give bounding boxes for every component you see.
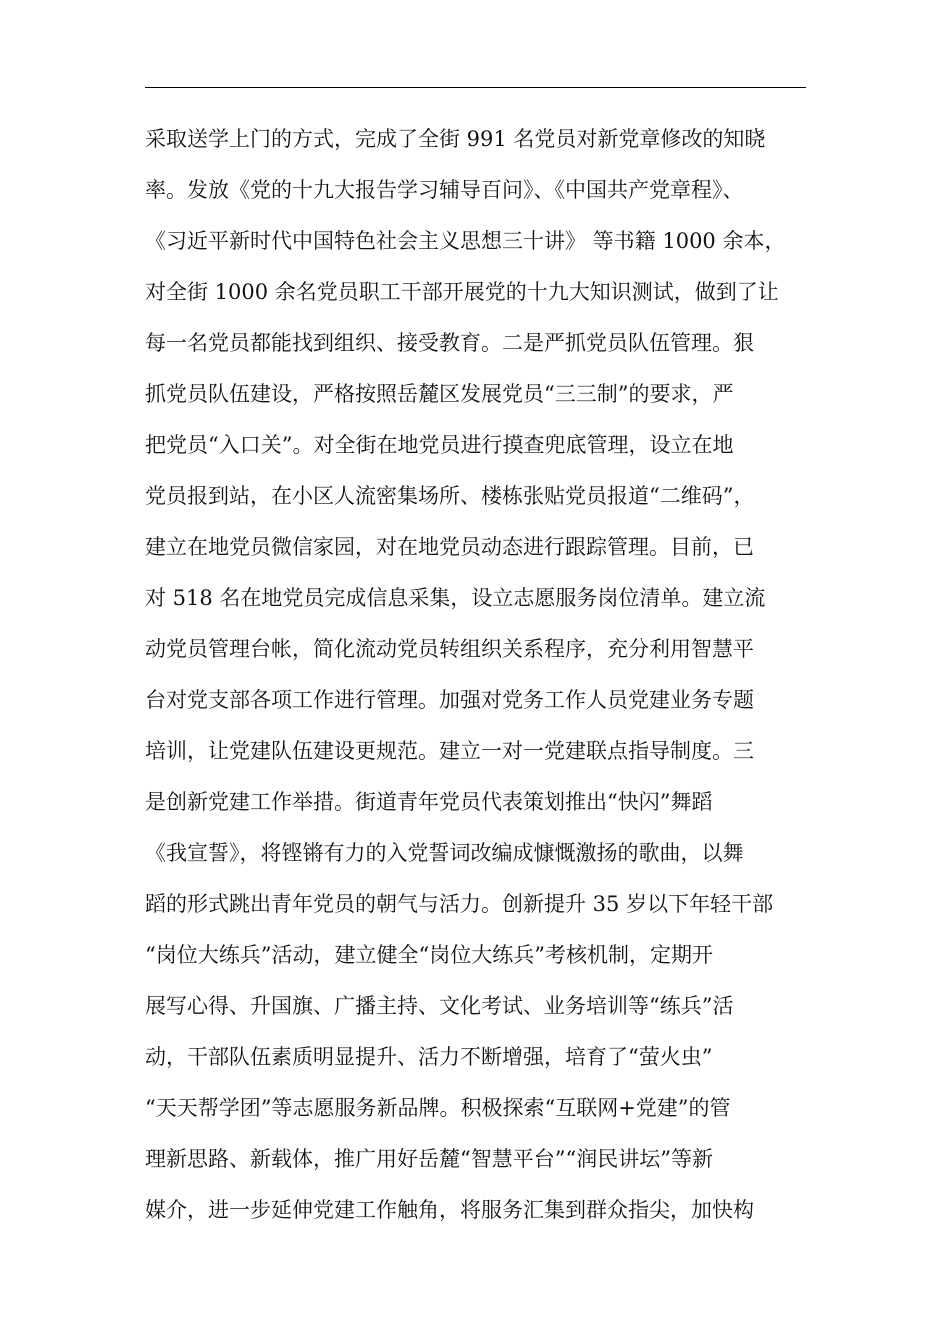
text-line: 对 518 名在地党员完成信息采集，设立志愿服务岗位清单。建立流 bbox=[145, 586, 766, 610]
text-line: 展写心得、升国旗、广播主持、文化考试、业务培训等“练兵”活 bbox=[145, 994, 734, 1018]
text-line: 蹈的形式跳出青年党员的朝气与活力。创新提升 35 岁以下年轻干部 bbox=[145, 892, 774, 916]
text-line: 每一名党员都能找到组织、接受教育。二是严抓党员队伍管理。狠 bbox=[145, 331, 754, 355]
text-line: 把党员“入口关”。对全街在地党员进行摸查兜底管理，设立在地 bbox=[145, 433, 734, 457]
text-line: 台对党支部各项工作进行管理。加强对党务工作人员党建业务专题 bbox=[145, 688, 754, 712]
text-line: 《我宣誓》，将铿锵有力的入党誓词改编成慷慨激扬的歌曲，以舞 bbox=[145, 841, 744, 865]
text-line: 采取送学上门的方式，完成了全街 991 名党员对新党章修改的知晓 bbox=[145, 127, 766, 151]
text-line: 理新思路、新载体，推广用好岳麓“智慧平台”“润民讲坛”等新 bbox=[145, 1147, 713, 1171]
text-line: “岗位大练兵”活动，建立健全“岗位大练兵”考核机制，定期开 bbox=[145, 943, 713, 967]
text-line: 培训，让党建队伍建设更规范。建立一对一党建联点指导制度。三 bbox=[145, 739, 754, 763]
text-line: 建立在地党员微信家园，对在地党员动态进行跟踪管理。目前，已 bbox=[145, 535, 754, 559]
text-line: 媒介，进一步延伸党建工作触角，将服务汇集到群众指尖，加快构 bbox=[145, 1198, 754, 1222]
text-line: 是创新党建工作举措。街道青年党员代表策划推出“快闪”舞蹈 bbox=[145, 790, 713, 814]
header-rule bbox=[145, 87, 806, 88]
text-line: “天天帮学团”等志愿服务新品牌。积极探索“互联网+党建”的管 bbox=[145, 1096, 731, 1120]
text-line: 对全街 1000 余名党员职工干部开展党的十九大知识测试，做到了让 bbox=[145, 280, 779, 304]
text-line: 抓党员队伍建设，严格按照岳麓区发展党员“三三制”的要求，严 bbox=[145, 382, 734, 406]
text-line: 率。发放《党的十九大报告学习辅导百问》、《中国共产党章程》、 bbox=[145, 178, 744, 202]
body-text bbox=[145, 114, 845, 1236]
text-line: 《习近平新时代中国特色社会主义思想三十讲》 等书籍 1000 余本， bbox=[145, 229, 786, 253]
text-line: 党员报到站，在小区人流密集场所、楼栋张贴党员报道“二维码”， bbox=[145, 484, 755, 508]
text-line: 动党员管理台帐，简化流动党员转组织关系程序，充分利用智慧平 bbox=[145, 637, 754, 661]
text-line: 动，干部队伍素质明显提升、活力不断增强，培育了“萤火虫” bbox=[145, 1045, 713, 1069]
